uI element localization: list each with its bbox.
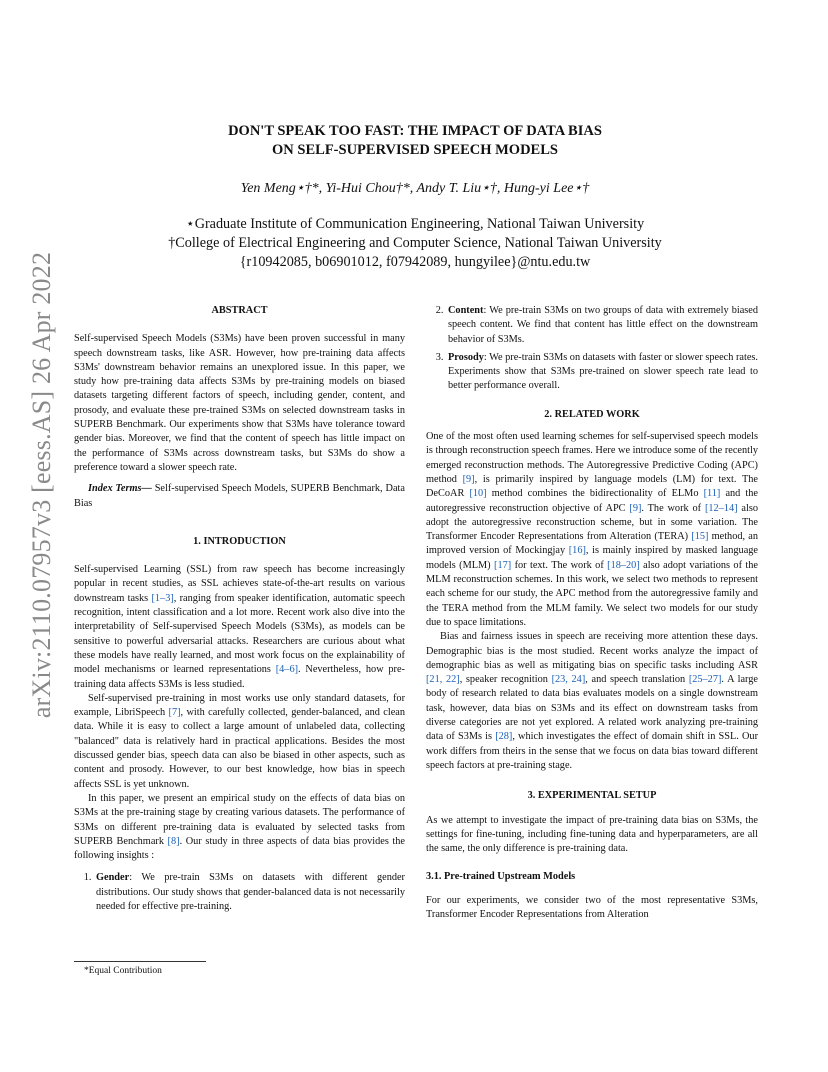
intro-paragraph-3 <box>74 792 405 863</box>
citation-link[interactable]: [18–20] <box>607 559 640 571</box>
arxiv-sidebar-stamp <box>22 251 62 719</box>
insight-text: : We pre-train S3Ms on datasets with faster or slower speech rates. Experiments show that S3Ms pre-trained on slower speech rate lead to better performance overall. <box>448 351 758 392</box>
index-terms-text: Self-supervised Speech Models, SUPERB Benchmark, Data Bias <box>74 483 405 509</box>
insight-item-prosody <box>446 351 758 394</box>
insight-label: Gender <box>96 872 130 884</box>
intro-p1-text-a: Self-supervised Learning (SSL) from raw speech has become increasingly popular in recent studies, as SSL achieves state-of-the-art results on various downstream tasks <box>74 564 405 604</box>
insight-text: : We pre-train S3Ms on datasets with different gender distributions. Our study shows that gender-balanced data is not necessarily needed for effective pre-training. <box>96 872 405 912</box>
setup-paragraph-1: As we attempt to investigate the impact of pre-training data bias on S3Ms, the settings for fine-tuning, including fine-tuning data and hyperparameters, are all the same, the only difference is pre-training data. <box>426 814 758 855</box>
affiliations <box>120 215 710 272</box>
related-text: also adopt variations of the MLM reconstruction schemes. In this work, we select two methods to represent each scheme for our study, the APC method from the autoregressive family and the TERA method from the MLM family. We select two models for our study due to space limitations. <box>426 559 758 628</box>
intro-p3-text-b: . Our study in three aspects of data bias provides the following insights : <box>74 835 405 862</box>
related-text: , and speech translation <box>585 674 689 686</box>
related-paragraph-2 <box>426 630 758 773</box>
related-text: also adopt the autoregressive reconstruction scheme, but in some variation. The Transformer Encoder Representations from Alteration (TERA) <box>426 502 758 543</box>
intro-p1-text-c: . Nevertheless, how pre-training data affects S3Ms is less studied. <box>74 664 405 690</box>
related-work-heading: 2. RELATED WORK <box>544 408 640 420</box>
related-text: , speaker recognition <box>459 674 552 686</box>
related-text: Bias and fairness issues in speech are receiving more attention these days. Demographic bias is the most studied. Recent works analyze the impact of demographic bias as well as mitigating bias on specific tasks including ASR <box>426 631 758 671</box>
intro-p3-text-a: In this paper, we present an empirical study on the effects of data bias on S3Ms at the pre-training stage by creating various datasets. The performance of S3Ms on different pre-training data is evaluated by selected tasks from SUPERB Benchmark <box>74 792 405 847</box>
insight-text: : We pre-train S3Ms on two groups of data with extremely biased speech content. We find that content has little effect on the downstream behavior of S3Ms. <box>448 305 758 345</box>
related-text: . A large body of research related to data bias evaluates models on a single downstream task, however, data bias on S3Ms and its effect on downstream tasks from diverse categories are not yet explored. A related work analyzing pre-training data of S3Ms is <box>426 674 758 743</box>
index-terms-label: Index Terms— <box>88 483 152 495</box>
intro-p1-text-b: , ranging from speaker identification, automatic speech recognition, intent classification and a lot more. Recent work also dive into the interpretability of Self-supervised Speech Models (S3Ms), as models can be sensitive to powerful adversarial attacks. Researchers are curious about what these models have really learned, and most work focus on the explainability of model mechanisms or learned representations <box>74 592 405 676</box>
right-column <box>426 304 758 922</box>
citation-link[interactable]: [16] <box>568 545 586 557</box>
citation-link[interactable]: [23, 24] <box>551 674 586 686</box>
citation-link[interactable]: [12–14] <box>704 502 738 514</box>
insight-item-content <box>446 304 758 347</box>
setup-paragraph-2: For our experiments, we consider two of the most representative S3Ms, Transformer Encoder Representations from Alteration <box>426 894 758 920</box>
related-text: , which investigates the effect of domain shift in SSL. Our work differs from theirs in the sense that we focus on data bias toward different speech factors at pre-training stage. <box>426 731 758 771</box>
citation-link[interactable]: [7] <box>168 707 181 719</box>
citation-link[interactable]: [8] <box>167 835 180 847</box>
citation-link[interactable]: [1–3] <box>151 592 174 604</box>
intro-p2-text-a: Self-supervised pre-training in most works use only standard datasets, for example, LibriSpeech <box>74 692 405 719</box>
citation-link[interactable]: [21, 22] <box>426 674 460 686</box>
footnote: *Equal Contribution <box>84 966 162 976</box>
paper-title <box>120 122 710 160</box>
citation-link[interactable]: [15] <box>691 531 709 543</box>
footnote-rule <box>74 961 206 962</box>
index-terms <box>74 482 405 511</box>
citation-link[interactable]: [17] <box>494 559 512 571</box>
insight-label: Content <box>448 305 484 316</box>
citation-link[interactable]: [11] <box>703 488 721 500</box>
citation-link[interactable]: [25–27] <box>688 674 722 686</box>
related-text: , is primarily inspired by language models (LM) for text. The DeCoAR <box>426 473 759 500</box>
related-text: for text. The work of <box>511 559 608 571</box>
intro-paragraph-1 <box>74 563 405 692</box>
author-list: Yen Meng⋆†*, Yi-Hui Chou†*, Andy T. Liu⋆†, Hung-yi Lee⋆† <box>240 181 590 196</box>
intro-paragraph-2 <box>74 692 405 792</box>
citation-link[interactable]: [28] <box>495 731 513 743</box>
arxiv-id: arXiv:2110.07957v3 [eess.AS] 26 Apr 2022 <box>27 251 56 719</box>
subsection-heading: 3.1. Pre-trained Upstream Models <box>426 871 576 883</box>
insight-item-gender <box>94 871 405 914</box>
setup-heading: 3. EXPERIMENTAL SETUP <box>527 790 657 802</box>
title-line-2: ON SELF-SUPERVISED SPEECH MODELS <box>272 142 558 158</box>
related-text: method combines the bidirectionality of ELMo <box>486 488 704 500</box>
related-paragraph-1 <box>426 430 758 630</box>
insight-list-continued <box>426 304 758 394</box>
related-text: and the autoregressive reconstruction objective of APC <box>426 488 758 514</box>
related-text: method, an improved version of Mockingjay <box>426 531 758 557</box>
intro-heading: 1. INTRODUCTION <box>193 535 286 547</box>
left-column <box>74 304 405 914</box>
author-emails: {r10942085, b06901012, f07942089, hungyilee}@ntu.edu.tw <box>239 254 591 270</box>
citation-link[interactable]: [10] <box>469 488 487 500</box>
citation-link[interactable]: [9] <box>629 502 642 514</box>
affiliation-2: †College of Electrical Engineering and Computer Science, National Taiwan University <box>168 235 662 251</box>
insight-list <box>74 871 405 914</box>
related-text: . The work of <box>641 502 705 514</box>
title-line-1: DON'T SPEAK TOO FAST: THE IMPACT OF DATA BIAS <box>228 123 602 139</box>
related-text: One of the most often used learning schemes for self-supervised speech models is through reconstruction speech frames. Here we introduce some of the recently emerged reconstruction methods. The Autoregressive Predictive Coding (APC) method <box>426 431 758 485</box>
related-text: , is mainly inspired by masked language models (MLM) <box>426 545 758 571</box>
abstract-text: Self-supervised Speech Models (S3Ms) have been proven successful in many speech downstream tasks, like ASR. However, how pre-training data affects S3Ms' downstream behavior remains an unexplored issue. In this paper, we study how pre-training data affects S3Ms by pre-training models on biased datasets targeting different factors of speech, including gender, content, and prosody, and evaluate these pre-trained S3Ms on selected downstream tasks in SUPERB Benchmark. Our experiments show that S3Ms have tolerance toward gender bias. Moreover, we find that the content of speech has little impact on the performance of S3Ms across downstream tasks, but S3Ms do show a preference toward a slower speech rate. <box>74 333 405 473</box>
citation-link[interactable]: [4–6] <box>275 664 299 676</box>
insight-label: Prosody <box>448 351 484 363</box>
abstract-heading: ABSTRACT <box>211 305 268 316</box>
affiliation-1: ⋆Graduate Institute of Communication Engineering, National Taiwan University <box>185 216 645 232</box>
intro-p2-text-b: , with carefully collected, gender-balanced, and clean data. While it is easy to collect a large amount of unlabeled data, collecting "balanced" data is relatively hard in practical applications. Besides the most discussed gender bias, speech data can also be biased in other aspects, such as content and prosody. However, to our best knowledge, how bias in speech affects SSL is yet unknown. <box>74 707 405 790</box>
citation-link[interactable]: [9] <box>462 473 475 485</box>
